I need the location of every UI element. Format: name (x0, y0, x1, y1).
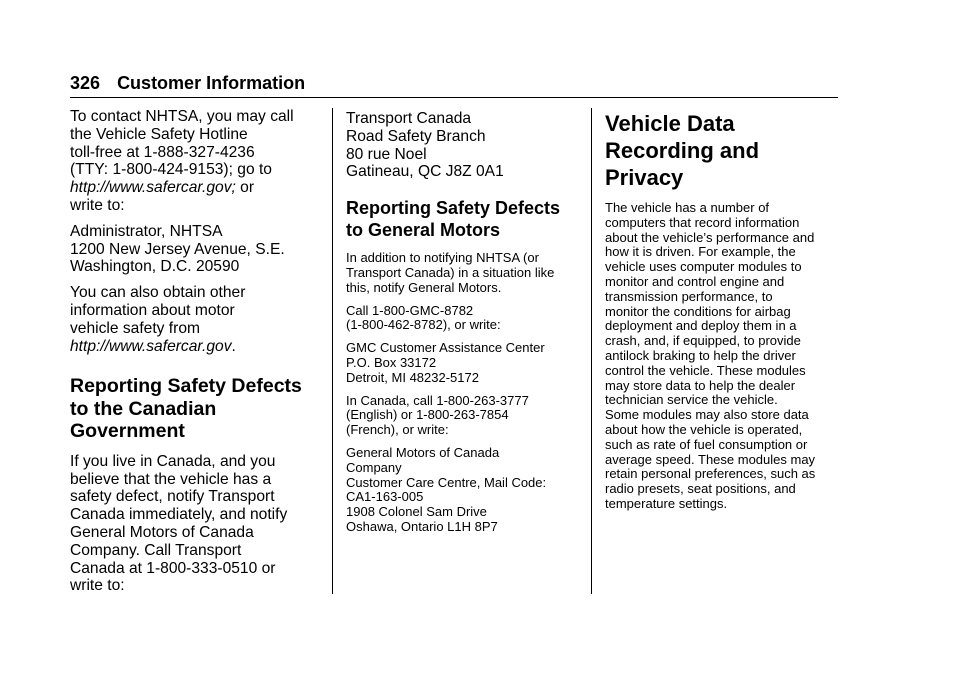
canada-call-paragraph: In Canada, call 1-800-263-3777 (English) or 1-800-263-7854 (French), or write: (346, 392, 529, 438)
column-2 (346, 110, 584, 543)
general-motors-heading: Reporting Safety Defects to General Motors (346, 198, 561, 241)
column-divider-1 (332, 108, 333, 594)
canadian-government-heading: Reporting Safety Defects to the Canadian Government (70, 375, 302, 443)
safercar-link-2[interactable]: http://www.safercar.gov (70, 337, 232, 355)
safety-info-paragraph (70, 284, 326, 355)
transport-canada-address: Transport Canada Road Safety Branch 80 rue Noel Gatineau, QC J8Z 0A1 (346, 110, 504, 181)
vehicle-data-heading: Vehicle Data Recording and Privacy (605, 111, 760, 190)
nhtsa-contact-text-end: or write to: (70, 179, 255, 214)
safety-info-text: You can also obtain other information about motor vehicle safety from (70, 284, 246, 337)
column-1 (70, 108, 326, 603)
nhtsa-address: Administrator, NHTSA 1200 New Jersey Avenue, S.E. Washington, D.C. 20590 (70, 222, 285, 276)
nhtsa-contact-text: To contact NHTSA, you may call the Vehicle Safety Hotline toll-free at 1-888-327-4236 (TTY: 1-800-424-9153); go to (70, 108, 294, 179)
vehicle-data-paragraph: The vehicle has a number of computers that record information about the vehicle’s performance and how it is driven. For example, the vehicle uses computer modules to monitor and control engine and transmission performance, to monitor the conditions for airbag deployment and deploy them in a crash, and, if equipped, to provide antilock braking to help the driver control the vehicle. These modules may store data to help the dealer technician service the vehicle. Some modules may also store data about how the vehicle is operated, such as rate of fuel consumption or average speed. These modules may retain personal preferences, such as radio presets, seat positions, and temperature settings. (605, 200, 816, 511)
column-divider-2 (591, 108, 592, 594)
page-header (70, 72, 305, 94)
canada-paragraph: If you live in Canada, and you believe that the vehicle has a safety defect, notify Transport Canada immediately, and notify General Motors of Canada Company. Call Transport Canada at 1-800-333-0510 or write to: (70, 452, 288, 595)
page-number: 326 (70, 73, 101, 93)
safercar-link[interactable]: http://www.safercar.gov; (70, 179, 236, 197)
safety-info-text-end: . (231, 337, 236, 355)
section-title: Customer Information (117, 73, 306, 93)
column-3 (605, 108, 845, 512)
gm-canada-address: General Motors of Canada Company Customer Care Centre, Mail Code: CA1-163-005 1908 Colonel Sam Drive Oshawa, Ontario L1H 8P7 (346, 444, 547, 534)
header-rule (70, 97, 838, 98)
gmc-call-paragraph: Call 1-800-GMC-8782 (1-800-462-8782), or write: (346, 302, 501, 333)
gmc-address: GMC Customer Assistance Center P.O. Box 33172 Detroit, MI 48232-5172 (346, 340, 545, 385)
nhtsa-contact-paragraph (70, 108, 326, 215)
gm-intro-paragraph: In addition to notifying NHTSA (or Transport Canada) in a situation like this, notify General Motors. (346, 250, 555, 295)
